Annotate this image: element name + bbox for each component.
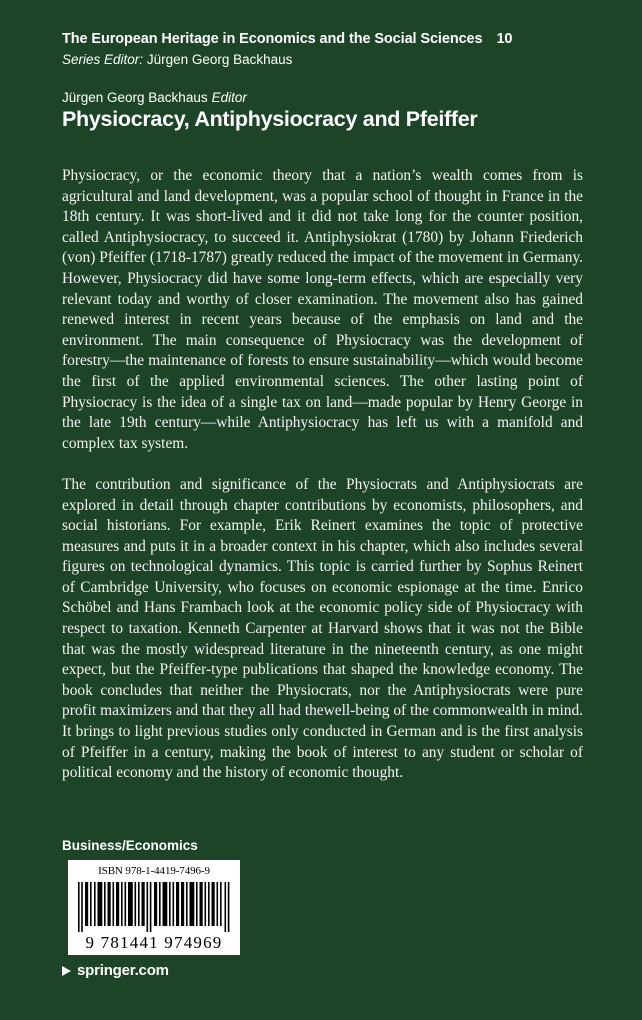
blurb-paragraph-1: Physiocracy, or the economic theory that a nation’s wealth comes from is agricultural and land development, was a popular school of thought in France in the 18th century. It was short-lived and it did not take long for the counter position, called Antiphysiocracy, to succeed it. Antiphysiokrat (1780) by Johann Friederich (von) Pfeiffer (1718-1787) greatly reduced the impact of the movement in Germany. However, Physiocracy did have some long-term effects, which are especially very relevant today and worthy of closer examination. The movement also has gained renewed interest in recent years because of the emphasis on land and the environment. The main consequence of Physiocracy was the development of forestry—the maintenance of forests to ensure sustainability—which would become the first of the applied environmental sciences. The other lasting point of Physiocracy is the idea of a single tax on land—made popular by Henry George in the late 19th century—while Antiphysiocracy has left us with a manifold and complex tax system. — [62, 167, 583, 452]
back-cover-blurb — [62, 166, 583, 784]
book-editor-line — [62, 90, 247, 105]
play-triangle-icon — [62, 966, 71, 976]
springer-wordmark: springer.com — [77, 962, 169, 979]
book-editor-role: Editor — [211, 90, 247, 105]
series-editor-label: Series Editor: — [62, 52, 144, 68]
isbn-text: ISBN 978-1-4419-7496-9 — [98, 865, 210, 877]
series-title: The European Heritage in Economics and the Social Sciences — [62, 31, 483, 47]
series-volume-number: 10 — [496, 31, 513, 47]
springer-logo[interactable] — [62, 962, 169, 979]
series-title-row — [62, 30, 582, 48]
series-editor-row — [62, 52, 582, 69]
isbn-barcode-block — [68, 860, 240, 955]
barcode-digits: 9 781441 974969 — [85, 933, 223, 952]
book-editor-name: Jürgen Georg Backhaus — [62, 90, 208, 105]
blurb-paragraph-2: The contribution and significance of the Physiocrats and Antiphysiocrats are explored in detail through chapter contributions by economists, philosophers, and social historians. For example, Erik Reinert examines the topic of protective measures and puts it in a broader context in his chapter, which also includes several figures on technological dynamics. This topic is carried further by Sophus Reinert of Cambridge University, who focuses on economic espionage at the time. Enrico Schöbel and Hans Frambach look at the economic policy side of Physiocracy with respect to taxation. Kenneth Carpenter at Harvard shows that it was not the Bible that was the mostly widespread literature in the nineteenth century, as one might expect, but the Pfeiffer-type publications that shaped the knowledge economy. The book concludes that neither the Physiocrats, nor the Antiphysiocrats were pure profit maximizers and that they all had thewell-being of the commonwealth in mind. It brings to light previous studies only conducted in German and is the first analysis of Pfeiffer in a century, making the book of interest to any student or scholar of political economy and the history of economic thought. — [62, 475, 583, 782]
barcode-bars-icon — [78, 882, 230, 932]
series-editor-name: Jürgen Georg Backhaus — [146, 52, 293, 68]
series-header — [62, 30, 582, 69]
subject-category-label: Business/Economics — [62, 838, 198, 853]
page-title: Physiocracy, Antiphysiocracy and Pfeiffer — [62, 107, 478, 131]
